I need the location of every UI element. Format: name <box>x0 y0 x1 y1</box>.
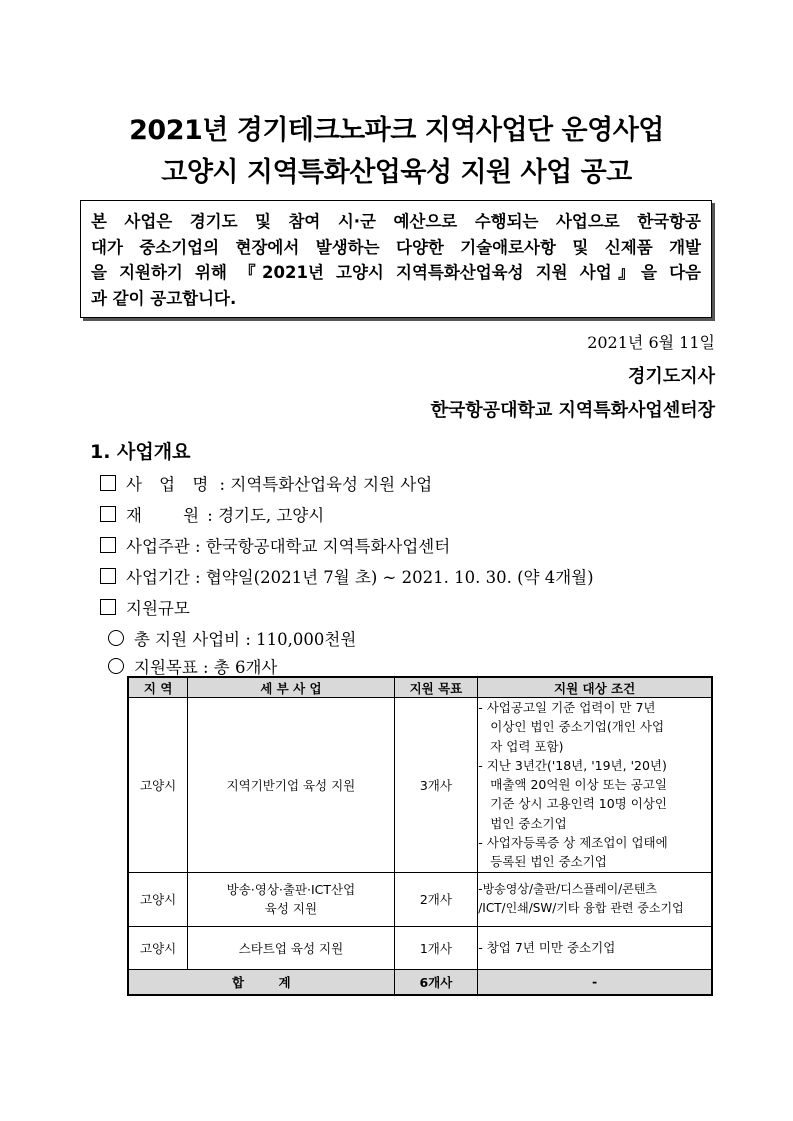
checkbox-icon <box>100 506 116 522</box>
cell-region: 고양시 <box>128 926 188 969</box>
cell-conditions <box>478 698 712 873</box>
item-value: 한국항공대학교 지역특화사업센터 <box>205 537 451 556</box>
item-value: 지역특화산업육성 지원 사업 <box>230 475 433 494</box>
notice-box <box>80 200 712 318</box>
table-header-row <box>128 677 712 698</box>
issuer-governor: 경기도지사 <box>628 366 715 387</box>
circle-bullet-icon <box>108 658 124 674</box>
total-label: 합 계 <box>128 969 394 995</box>
condition-line: - 창업 7년 미만 중소기업 <box>478 940 616 956</box>
condition-line: 법인 중소기업 <box>490 815 567 831</box>
overview-item-funding: 재 원 : 경기도, 고양시 <box>100 502 324 526</box>
condition-line: 매출액 20억원 이상 또는 공고일 <box>490 777 667 793</box>
cell-target: 1개사 <box>394 926 478 969</box>
checkbox-icon <box>100 537 116 553</box>
condition-line: - 지난 3년간('18년, '19년, '20년) <box>478 757 667 773</box>
overview-item-organizer: 사업주관 : 한국항공대학교 지역특화사업센터 <box>100 533 450 557</box>
condition-line: -방송영상/출판/디스플레이/콘텐츠 <box>478 881 657 896</box>
cell-conditions <box>478 872 712 926</box>
item-label: 사업기간 <box>126 568 190 587</box>
item-value: 경기도, 고양시 <box>218 506 325 525</box>
checkbox-icon <box>100 568 116 584</box>
item-value: 협약일(2021년 7월 초) ~ 2021. 10. 30. (약 4개월) <box>205 568 594 587</box>
title-line-2: 고양시 지역특화산업육성 지원 사업 공고 <box>161 157 632 188</box>
condition-line: 자 업력 포함) <box>490 738 564 754</box>
item-label: 사업주관 <box>126 537 190 556</box>
cell-region: 고양시 <box>128 872 188 926</box>
circle-bullet-icon <box>108 630 124 646</box>
item-label: 사 업 명 <box>126 475 215 494</box>
condition-line: - 사업자등록증 상 제조업이 업태에 <box>478 835 668 851</box>
budget-text: 총 지원 사업비 : 110,000천원 <box>134 630 357 649</box>
support-table <box>127 676 713 996</box>
table-row <box>128 872 712 926</box>
overview-item-period: 사업기간 : 협약일(2021년 7월 초) ~ 2021. 10. 30. (약 4개월) <box>100 564 594 588</box>
condition-line: 기준 상시 고용인력 10명 이상인 <box>490 796 667 812</box>
target-text: 지원목표 : 총 6개사 <box>134 658 278 677</box>
checkbox-icon <box>100 475 116 491</box>
header-program: 세 부 사 업 <box>188 677 394 698</box>
item-label: 지원규모 <box>126 599 190 618</box>
target-line <box>108 654 277 678</box>
condition-line: - 사업공고일 기준 업력이 만 7년 <box>478 700 656 715</box>
total-conditions: - <box>478 969 712 995</box>
total-target: 6개사 <box>394 969 478 995</box>
table-row <box>128 926 712 969</box>
cell-target: 3개사 <box>394 698 478 873</box>
table-total-row <box>128 969 712 995</box>
notice-line: 과 같이 공고합니다. <box>91 288 237 308</box>
header-region: 지 역 <box>128 677 188 698</box>
condition-line: 등록된 법인 중소기업 <box>490 854 607 870</box>
cell-region: 고양시 <box>128 698 188 873</box>
header-conditions: 지원 대상 조건 <box>478 677 712 698</box>
program-line: 육성 지원 <box>264 901 318 917</box>
cell-target: 2개사 <box>394 872 478 926</box>
checkbox-icon <box>100 599 116 615</box>
notice-line: 본 사업은 경기도 및 참여 시·군 예산으로 수행되는 사업으로 한국항공 <box>91 212 701 231</box>
cell-program <box>188 872 394 926</box>
notice-line: 대가 중소기업의 현장에서 발생하는 다양한 기술애로사항 및 신제품 개발 <box>91 237 701 257</box>
cell-conditions <box>478 926 712 969</box>
header-target: 지원 목표 <box>394 677 478 698</box>
budget-line <box>108 626 356 650</box>
condition-line: 이상인 법인 중소기업(개인 사업 <box>490 719 665 735</box>
cell-program: 지역기반기업 육성 지원 <box>188 698 394 873</box>
title-line-1: 2021년 경기테크노파크 지역사업단 운영사업 <box>129 115 664 146</box>
condition-line: /ICT/인쇄/SW/기타 융합 관련 중소기업 <box>478 901 684 916</box>
overview-item-scale <box>100 595 190 619</box>
program-line: 방송·영상·출판·ICT산업 <box>226 882 356 898</box>
section-heading: 1. 사업개요 <box>90 441 191 463</box>
item-label: 재 원 <box>126 506 200 525</box>
overview-item-name: 사 업 명 : 지역특화산업육성 지원 사업 <box>100 471 432 495</box>
notice-line: 을 지원하기 위해 『2021년 고양시 지역특화산업육성 지원 사업』을 다음 <box>91 263 701 282</box>
issuer-center-director: 한국항공대학교 지역특화사업센터장 <box>430 400 715 421</box>
cell-program: 스타트업 육성 지원 <box>188 926 394 969</box>
notice-date: 2021년 6월 11일 <box>587 333 715 352</box>
table-row <box>128 698 712 873</box>
